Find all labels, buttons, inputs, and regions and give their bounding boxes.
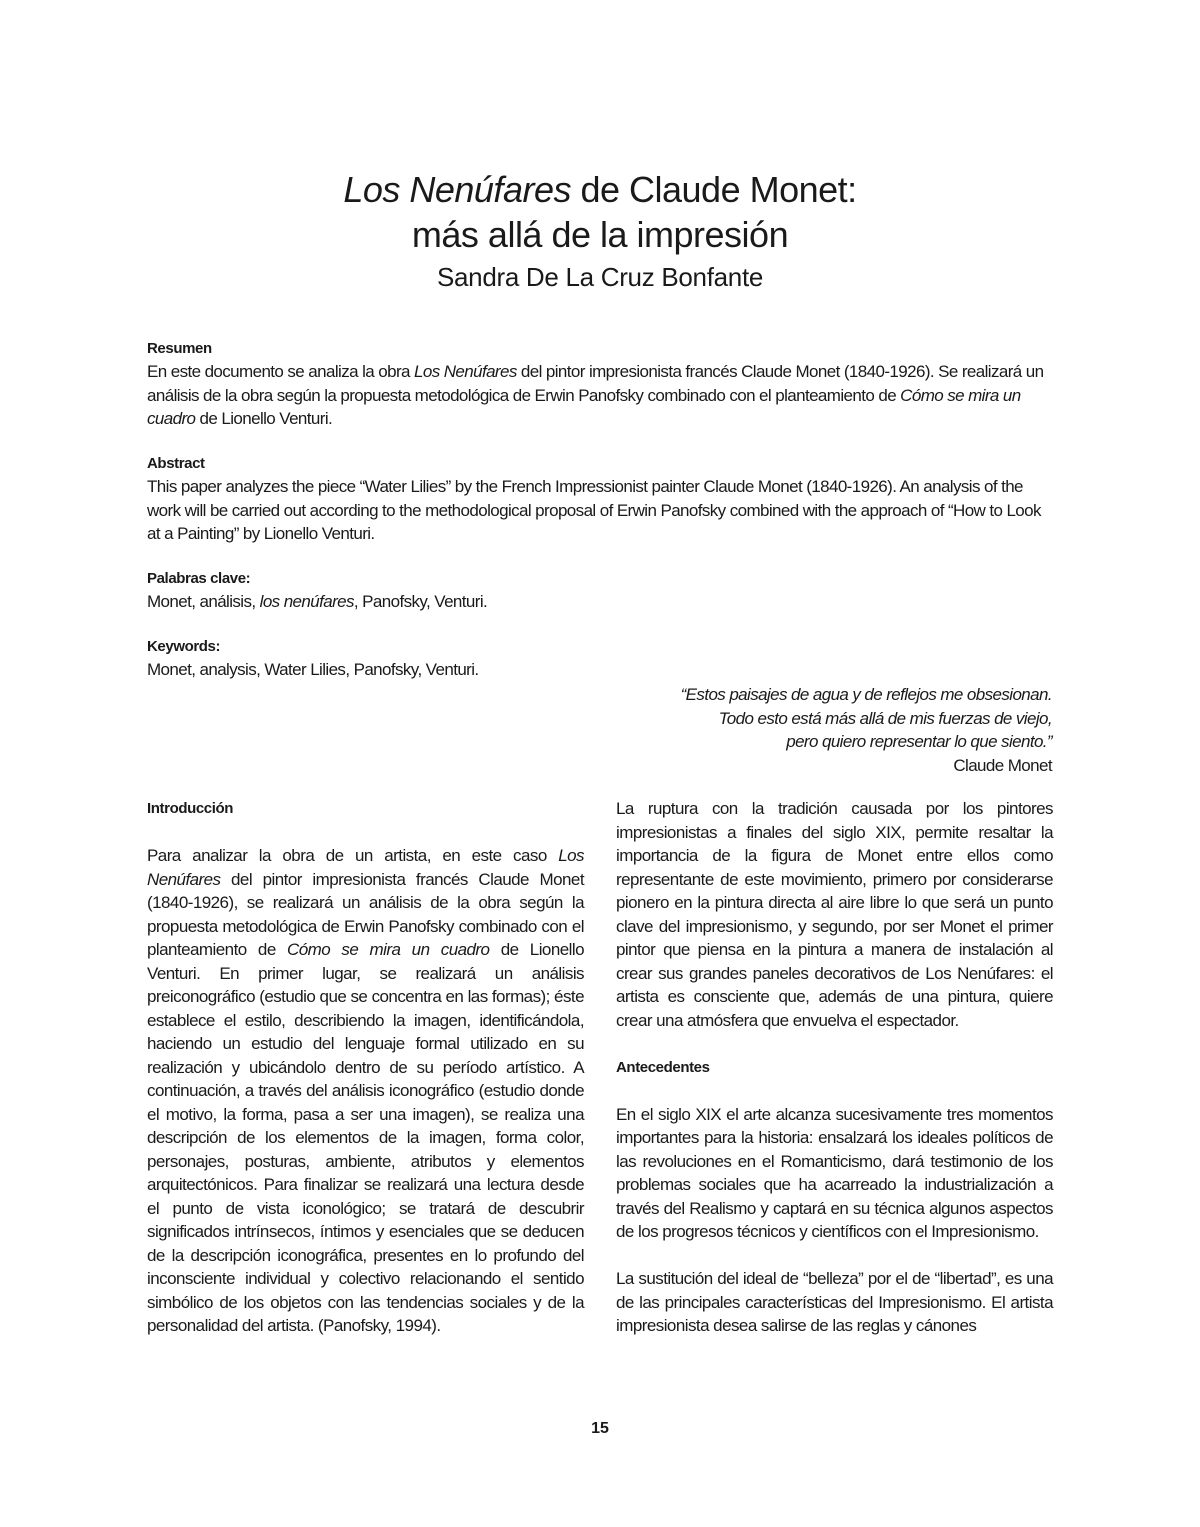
- title-rest: de Claude Monet:: [570, 169, 857, 210]
- left-column: [147, 797, 584, 1338]
- resumen-text: En este documento se analiza la obra Los Nenúfares del pintor impresionista francés Claude Monet (1840-1926). Se realizará un análisis de la obra según la propuesta metodológica de Erwin Panofsky combinado con el planteamiento de Cómo se mira un cuadro de Lionello Venturi.: [147, 362, 1044, 428]
- body-paragraph: La sustitución del ideal de “belleza” por el de “libertad”, es una de las principales características del Impresionismo. El artista impresionista desea salirse de las reglas y cánones: [616, 1269, 1053, 1335]
- body-paragraph: La ruptura con la tradición causada por los pintores impresionistas a finales del siglo XIX, permite resaltar la importancia de la figura de Monet entre ellos como representante de este movimiento, primero por considerarse pionero en la pintura directa al aire libre lo que será un punto clave del impresionismo, y segundo, por ser Monet el primer pintor que piensa en la pintura a manera de instalación al crear sus grandes paneles decorativos de Los Nenúfares: el artista es consciente que, además de una pintura, quiere crear una atmósfera que envuelva el espectador.: [616, 799, 1053, 1030]
- introduccion-heading: Introducción: [147, 800, 234, 817]
- abstract-heading: Abstract: [147, 455, 205, 472]
- right-column: [616, 797, 1053, 1338]
- resumen-section: [147, 340, 1052, 431]
- palabras-clave-heading: Palabras clave:: [147, 570, 251, 587]
- title-italic: Los Nenúfares: [343, 169, 571, 210]
- epigraph-attribution: Claude Monet: [953, 755, 1052, 775]
- title-block: [0, 168, 1200, 294]
- keywords-text: Monet, analysis, Water Lilies, Panofsky, Venturi.: [147, 660, 479, 679]
- epigraph-quote: [532, 683, 1052, 777]
- keywords-heading: Keywords:: [147, 638, 221, 655]
- abstract-text: This paper analyzes the piece “Water Lilies” by the French Impressionist painter Claude Monet (1840-1926). An analysis of the work will be carried out according to the methodological proposal of Erwin Panofsky combined with the approach of “How to Look at a Painting” by Lionello Venturi.: [147, 477, 1041, 543]
- keywords-section: [147, 638, 1052, 682]
- paper-title-line2: más allá de la impresión: [411, 214, 789, 255]
- antecedentes-heading: Antecedentes: [616, 1058, 710, 1076]
- resumen-heading: Resumen: [147, 340, 212, 357]
- paper-title-line1: [0, 168, 1200, 212]
- introduccion-paragraph: Para analizar la obra de un artista, en este caso Los Nenúfares del pintor impresionista francés Claude Monet (1840-1926), se realizará un análisis de la obra según la propuesta metodológica de Erwin Panofsky combinado con el planteamiento de Cómo se mira un cuadro de Lionello Venturi. En primer lugar, se realizará un análisis preiconográfico (estudio que se concentra en las formas); éste establece el estilo, describiendo la imagen, identificándola, haciendo un estudio del lenguaje formal utilizado en su realización y ubicándolo dentro de su período artístico. A continuación, a través del análisis iconográfico (estudio donde el motivo, la forma, pasa a ser una imagen), se realiza una descripción de los elementos de la imagen, forma color, personajes, posturas, ambiente, atributos y elementos arquitectónicos. Para finalizar se realizará una lectura desde el punto de vista iconológico; se tratará de descubrir significados intrínsecos, íntimos y esenciales que se deducen de la descripción iconográfica, presentes en lo profundo del inconsciente individual y colectivo relacionando el sentido simbólico de los objetos con las tendencias sociales y de la personalidad del artista. (Panofsky, 1994).: [147, 846, 584, 1335]
- author-name: Sandra De La Cruz Bonfante: [436, 262, 764, 292]
- page-number: 15: [591, 1420, 609, 1437]
- body-paragraph: En el siglo XIX el arte alcanza sucesivamente tres momentos importantes para la historia: ensalzará los ideales políticos de las revoluciones en el Romanticismo, dará testimonio de los problemas sociales que ha acarreado la industrialización a través del Realismo y captará en su técnica algunos aspectos de los progresos técnicos y científicos con el Impresionismo.: [616, 1104, 1053, 1241]
- epigraph-line: “Estos paisajes de agua y de reflejos me obsesionan.: [680, 685, 1052, 704]
- epigraph-line: Todo esto está más allá de mis fuerzas de viejo,: [718, 708, 1052, 728]
- palabras-clave-text: Monet, análisis, los nenúfares, Panofsky, Venturi.: [147, 592, 488, 611]
- palabras-clave-section: [147, 570, 1052, 614]
- abstract-section: [147, 455, 1052, 546]
- epigraph-line: pero quiero representar lo que siento.”: [786, 732, 1052, 751]
